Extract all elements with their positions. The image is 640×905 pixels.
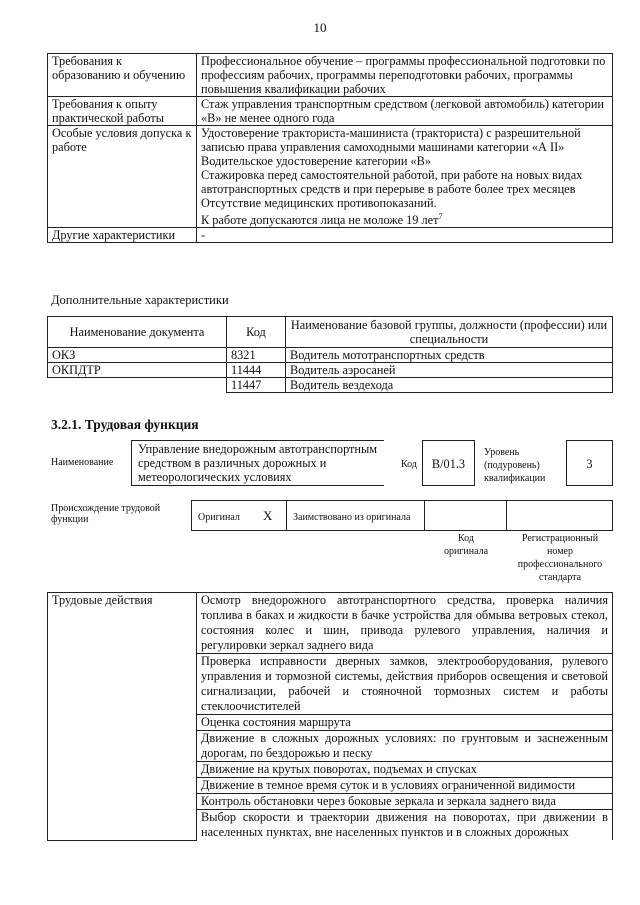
function-title: 3.2.1. Трудовая функция	[51, 417, 199, 432]
labor-action-item: Оценка состояния маршрута	[197, 715, 613, 731]
labor-action-item: Выбор скорости и траектории движения на поворотах, при движении в населенных пунктах, вне населенных пунктов и в сложных дорожных	[197, 810, 613, 841]
requirement-label: Особые условия допуска к работе	[48, 126, 197, 228]
requirement-label: Требования к опыту практической работы	[48, 97, 197, 126]
page-number: 10	[313, 20, 327, 35]
labor-action-item: Проверка исправности дверных замков, электрооборудования, рулевого управления и тормозной системы, действия приборов освещения и световой сигнализации, рабочей и стояночной тормозных систем и работы стеклоочистителей	[197, 654, 613, 715]
origin-code-label: Код оригинала	[443, 533, 489, 557]
labor-action-item: Движение в сложных дорожных условиях: по грунтовым и заснеженным дорогам, по бездорожью и песку	[197, 731, 613, 762]
requirement-label: Требования к образованию и обучению	[48, 54, 197, 97]
code-label: Код	[401, 459, 417, 470]
function-name-value: Управление внедорожным автотранспортным средством в различных дорожных и метеорологических условиях	[138, 442, 378, 484]
requirement-line: Стажировка перед самостоятельной работой, при работе на новых видах автотранспортных средств и при перерыве в работе более трех месяцев	[201, 168, 583, 196]
original-label: Оригинал	[198, 512, 240, 523]
labor-action-item: Движение на крутых поворотах, подъемах и спусках	[197, 762, 613, 778]
table-cell: ОКПДТР	[48, 363, 227, 378]
level-value: 3	[566, 440, 613, 486]
code-value: B/01.3	[422, 440, 475, 486]
table-row	[48, 363, 613, 378]
origin-code-box[interactable]	[424, 500, 507, 531]
additional-characteristics-table	[47, 316, 613, 393]
requirement-line	[201, 210, 608, 227]
borrowed-box[interactable]	[286, 500, 425, 531]
requirement-value	[197, 97, 613, 126]
column-header: Наименование базовой группы, должности (профессии) или специальности	[286, 317, 613, 348]
function-name-box	[131, 440, 384, 486]
labor-actions-table	[47, 592, 613, 841]
original-box[interactable]	[191, 500, 287, 531]
requirement-line: Профессиональное обучение – программы профессиональной подготовки по профессиям рабочих, программы переподготовки рабочих, программы повышения квалификации рабочих	[201, 54, 606, 96]
table-cell: 11444	[227, 363, 286, 378]
table-cell: 11447	[227, 378, 286, 393]
table-row	[48, 378, 613, 393]
origin-label: Происхождение трудовой функции	[51, 503, 161, 525]
reg-number-box[interactable]	[506, 500, 613, 531]
requirement-value	[197, 54, 613, 97]
labor-action-item: Движение в темное время суток и в условиях ограниченной видимости	[197, 778, 613, 794]
table-row	[48, 97, 613, 126]
table-header-row	[48, 317, 613, 348]
original-mark: X	[263, 508, 273, 523]
table-cell: 8321	[227, 348, 286, 363]
requirement-value	[197, 228, 613, 243]
table-cell: Водитель мототранспортных средств	[286, 348, 613, 363]
reg-number-label: Регистрационный номер профессионального стандарта	[517, 533, 603, 583]
requirement-line-text: К работе допускаются лица не моложе 19 лет	[201, 213, 439, 228]
requirement-line: Водительское удостоверение категории «В»	[201, 154, 431, 168]
requirement-line: Удостоверение тракториста-машиниста (тракториста) с разрешительной записью права управления самоходными машинами категории «А II»	[201, 126, 581, 154]
requirements-table	[47, 53, 613, 243]
labor-action-item: Осмотр внедорожного автотранспортного средства, проверка наличия топлива в баках и жидкости в бачке устройства для обмыва ветровых стекол, состояния колес и шин, привода рулевого управления, наличия и регулировки зеркал заднего вида	[197, 593, 613, 654]
divider	[131, 485, 384, 486]
requirement-line: -	[201, 228, 206, 243]
labor-actions-label: Трудовые действия	[48, 593, 197, 841]
table-cell: Водитель вездехода	[286, 378, 613, 393]
table-cell	[48, 378, 227, 393]
column-header: Код	[227, 317, 286, 348]
requirement-value	[197, 126, 613, 228]
requirement-label: Другие характеристики	[48, 228, 197, 243]
table-row	[48, 348, 613, 363]
table-row	[48, 228, 613, 243]
requirement-line: Стаж управления транспортным средством (легковой автомобиль) категории «В» не менее одного года	[201, 97, 604, 125]
additional-characteristics-title: Дополнительные характеристики	[51, 293, 229, 307]
table-row	[48, 593, 613, 654]
name-label: Наименование	[51, 457, 114, 468]
footnote-ref[interactable]: 7	[438, 212, 443, 221]
requirement-line: Отсутствие медицинских противопоказаний.	[201, 196, 437, 210]
table-row	[48, 54, 613, 97]
column-header: Наименование документа	[48, 317, 227, 348]
table-cell: Водитель аэросаней	[286, 363, 613, 378]
table-cell: ОКЗ	[48, 348, 227, 363]
borrowed-label: Заимствовано из оригинала	[293, 512, 411, 523]
table-row	[48, 126, 613, 228]
labor-action-item: Контроль обстановки через боковые зеркала и зеркала заднего вида	[197, 794, 613, 810]
level-label: Уровень (подуровень) квалификации	[484, 447, 546, 484]
